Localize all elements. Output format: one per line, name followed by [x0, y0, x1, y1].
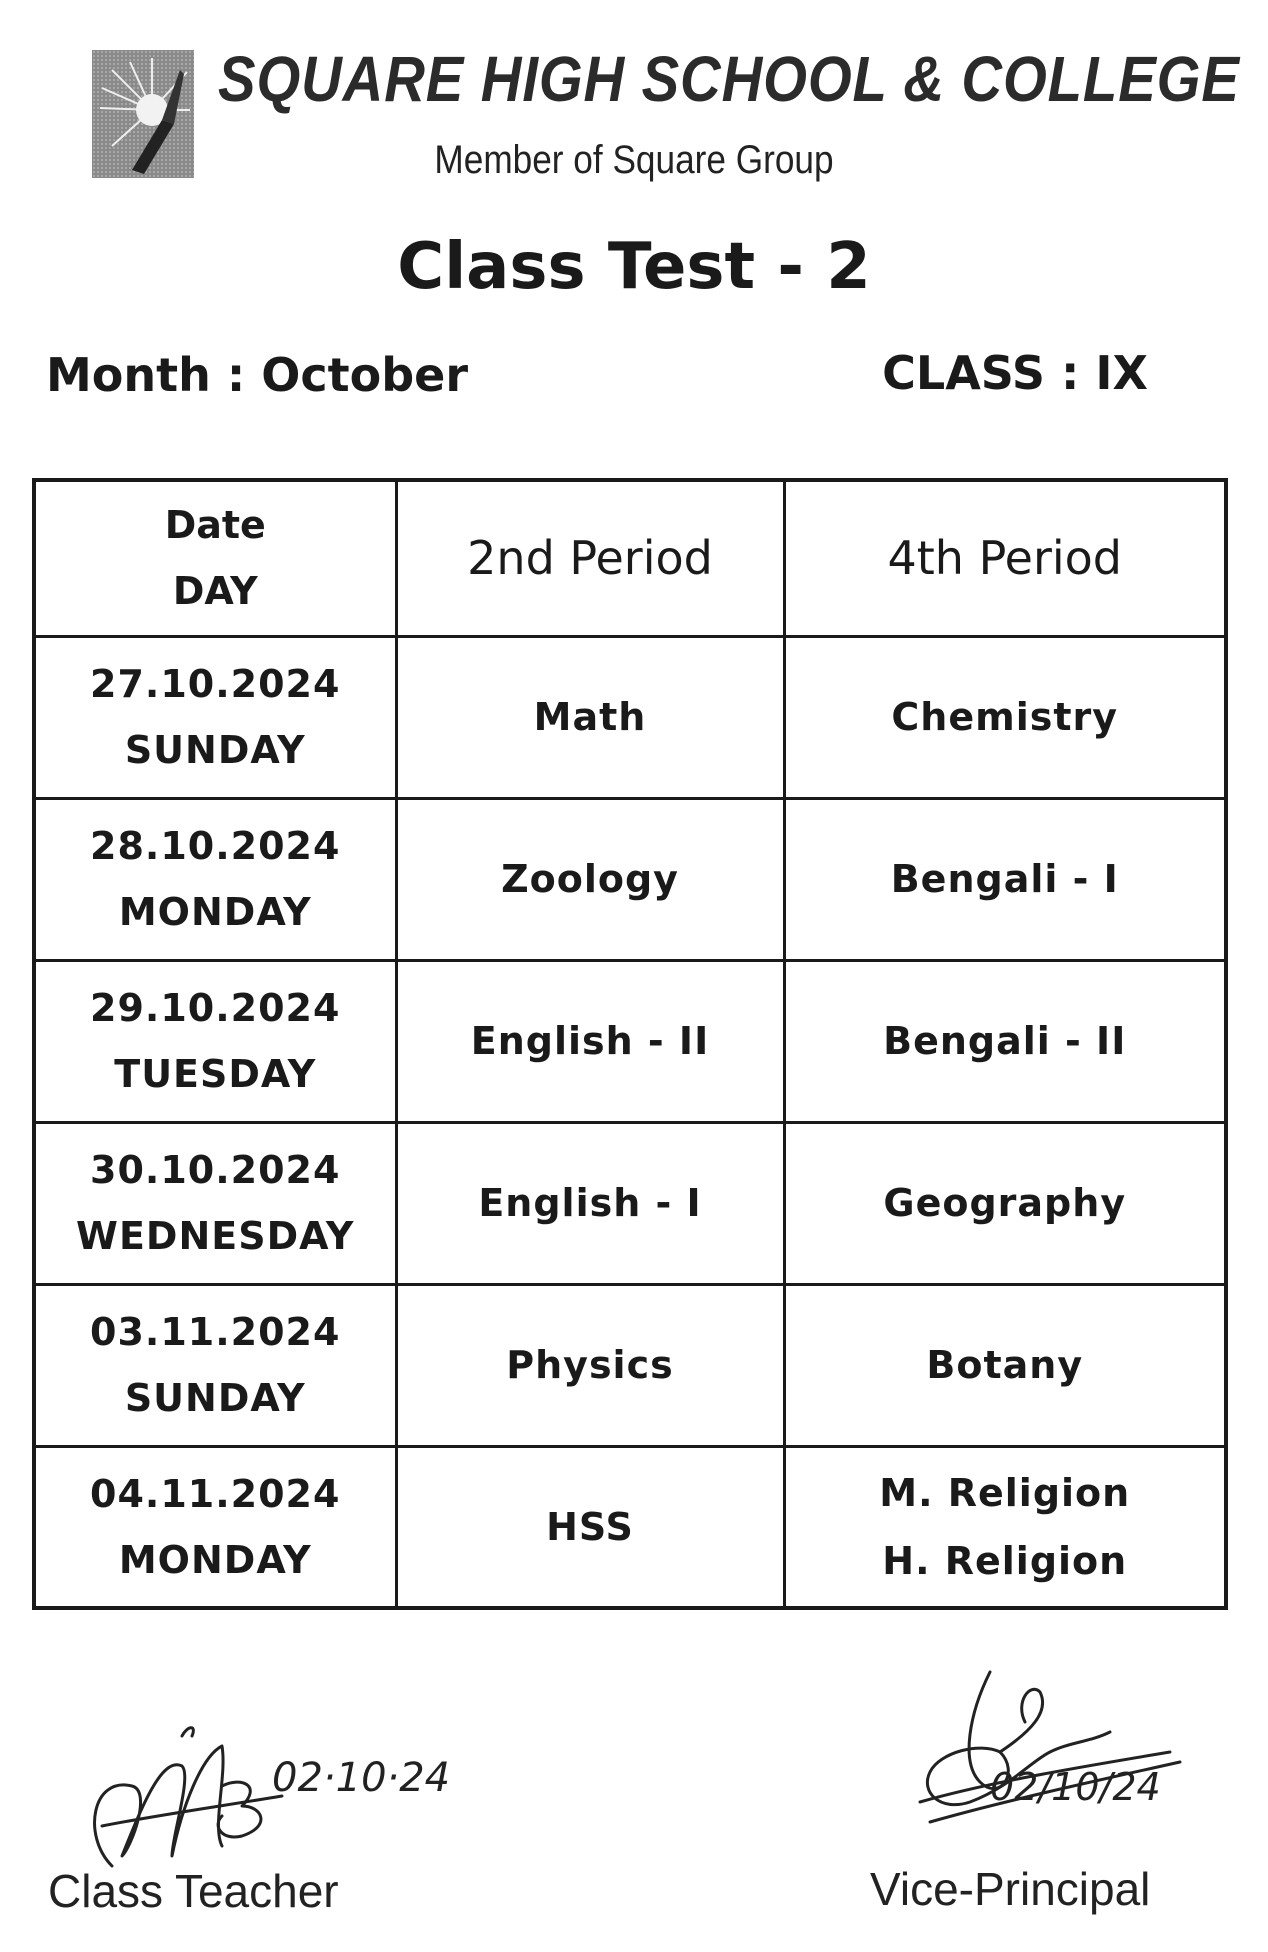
period-4-cell	[784, 1284, 1226, 1446]
row-day: SUNDAY	[124, 728, 306, 772]
row-date: 29.10.2024	[90, 986, 341, 1030]
table-row	[34, 1446, 1226, 1608]
row-day: WEDNESDAY	[76, 1214, 355, 1258]
member-line: Member of Square Group	[434, 138, 834, 182]
table-header-row	[34, 480, 1226, 636]
header-date-day	[34, 480, 396, 636]
date-cell	[34, 1446, 396, 1608]
row-date: 27.10.2024	[90, 662, 341, 706]
period-4-subject: H. Religion	[882, 1538, 1128, 1583]
table-row	[34, 1122, 1226, 1284]
date-cell	[34, 1122, 396, 1284]
row-date: 30.10.2024	[90, 1148, 341, 1192]
row-day: TUESDAY	[114, 1052, 317, 1096]
period-4-cell	[784, 1446, 1226, 1608]
month-label: Month : October	[46, 348, 469, 402]
row-day: SUNDAY	[124, 1376, 306, 1420]
table-row	[34, 798, 1226, 960]
test-title: Class Test - 2	[397, 230, 871, 304]
period-4-cell	[784, 1122, 1226, 1284]
period-4-subject: Bengali - II	[883, 1019, 1127, 1063]
header-2nd-period: 2nd Period	[396, 480, 784, 636]
header-date: Date	[164, 503, 266, 548]
period-4-cell	[784, 798, 1226, 960]
period-4-subject: Geography	[883, 1181, 1127, 1225]
date-cell	[34, 798, 396, 960]
row-day: MONDAY	[118, 1537, 312, 1582]
header-day: DAY	[172, 569, 258, 614]
class-label: CLASS : IX	[882, 346, 1148, 400]
schedule-table	[32, 478, 1228, 1610]
period-2-subject: Zoology	[396, 798, 784, 960]
vice-principal-label: Vice-Principal	[870, 1863, 1151, 1915]
class-teacher-label: Class Teacher	[48, 1865, 339, 1917]
period-4-subject: Bengali - I	[890, 857, 1119, 901]
date-cell	[34, 960, 396, 1122]
period-2-subject: Math	[396, 636, 784, 798]
period-2-subject: English - II	[396, 960, 784, 1122]
period-2-subject: English - I	[396, 1122, 784, 1284]
vice-principal-signature	[900, 1652, 1200, 1852]
period-2-subject: HSS	[396, 1446, 784, 1608]
period-4-cell	[784, 636, 1226, 798]
row-date: 03.11.2024	[90, 1310, 341, 1354]
period-2-subject: Physics	[396, 1284, 784, 1446]
period-4-subject: Chemistry	[891, 695, 1119, 739]
svg-text:02/10/24: 02/10/24	[990, 1765, 1161, 1809]
table-row	[34, 1284, 1226, 1446]
period-4-subject: M. Religion	[879, 1470, 1131, 1515]
table-row	[34, 960, 1226, 1122]
date-cell	[34, 1284, 396, 1446]
svg-text:02·10·24: 02·10·24	[272, 1755, 451, 1801]
period-4-subject: Botany	[926, 1343, 1084, 1387]
header-4th-period: 4th Period	[784, 480, 1226, 636]
class-teacher-signature	[72, 1716, 492, 1876]
school-name: SQUARE HIGH SCHOOL & COLLEGE	[218, 43, 1240, 115]
table-row	[34, 636, 1226, 798]
date-cell	[34, 636, 396, 798]
row-date: 04.11.2024	[90, 1471, 341, 1516]
row-day: MONDAY	[118, 890, 312, 934]
row-date: 28.10.2024	[90, 824, 341, 868]
period-4-cell	[784, 960, 1226, 1122]
